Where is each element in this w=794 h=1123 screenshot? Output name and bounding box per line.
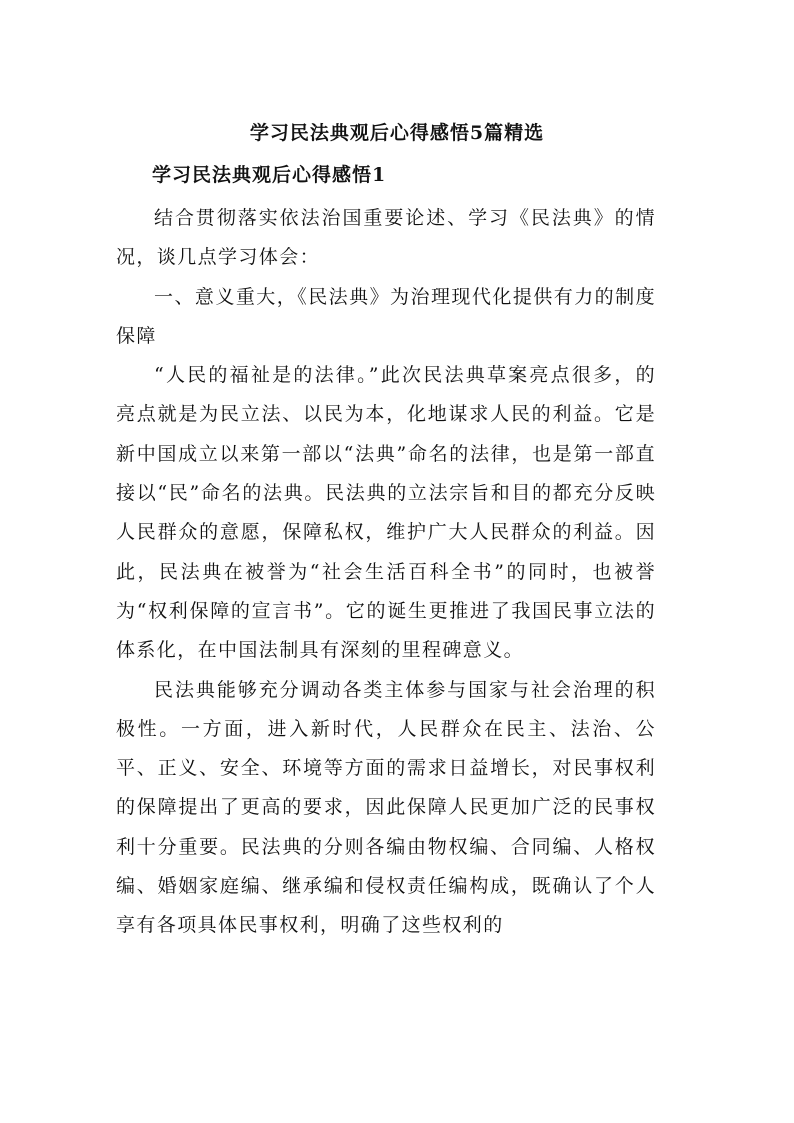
section-heading: 学习民法典观后心得感悟1 bbox=[152, 164, 387, 186]
paragraph-significance: “人民的福祉是的法律。”此次民法典草案亮点很多，的亮点就是为民立法、以民为本，化地谋求人民的利益。它是新中国成立以来第一部以“法典”命名的法律，也是第一部直接以“民”命名的法典。民法典的立法宗旨和目的都充分反映人民群众的意愿，保障私权，维护广大人民群众的利益。因此，民法典在被誉为“社会生活百科全书”的同时，也被誉为“权利保障的宣言书”。它的诞生更推进了我国民事立法的体系化，在中国法制具有深刻的里程碑意义。 bbox=[116, 364, 656, 662]
document-body bbox=[116, 199, 656, 946]
paragraph-participation: 民法典能够充分调动各类主体参与国家与社会治理的积极性。一方面，进入新时代，人民群众在民主、法治、公平、正义、安全、环境等方面的需求日益增长，对民事权利的保障提出了更高的要求，因此保障人民更加广泛的民事权利十分重要。民法典的分则各编由物权编、合同编、人格权编、婚姻家庭编、继承编和侵权责任编构成，既确认了个人享有各项具体民事权利，明确了这些权利的 bbox=[116, 678, 656, 937]
paragraph-intro: 结合贯彻落实依法治国重要论述、学习《民法典》的情况，谈几点学习体会： bbox=[116, 207, 656, 269]
document-title: 学习民法典观后心得感悟5篇精选 bbox=[249, 122, 545, 144]
paragraph-heading-one: 一、意义重大，《民法典》为治理现代化提供有力的制度保障 bbox=[116, 285, 656, 347]
